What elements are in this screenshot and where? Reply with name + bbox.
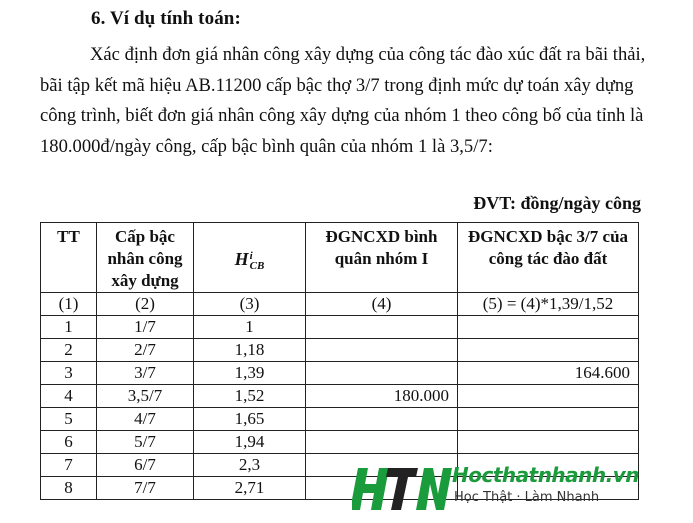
table-header-row: [41, 223, 639, 293]
table-cell: 1/7: [97, 316, 194, 339]
table-cell: [458, 339, 639, 362]
paragraph-line: bãi tập kết mã hiệu AB.11200 cấp bậc thợ 3/7 trong định mức dự toán xây dựng: [40, 74, 634, 96]
table-cell: 4/7: [97, 408, 194, 431]
header-cap-bac: [97, 223, 194, 293]
table-cell: 2/7: [97, 339, 194, 362]
table-cell: [458, 431, 639, 454]
table-cell: 1: [41, 316, 97, 339]
table-cell: 5: [41, 408, 97, 431]
header-line: nhân công: [107, 249, 183, 268]
table-cell: 1,39: [194, 362, 306, 385]
table-cell: [306, 339, 458, 362]
header-line: ĐGNCXD bậc 3/7 của: [467, 227, 629, 246]
given-value-cell: 180.000: [306, 385, 458, 408]
logo-site-name: Hocthatnhanh.vn: [452, 463, 640, 487]
header-tt: TT: [41, 223, 97, 293]
table-cell: 8: [41, 477, 97, 500]
table-cell: 1,65: [194, 408, 306, 431]
table-row: [41, 385, 639, 408]
index-row: [41, 293, 639, 316]
table-cell: 3,5/7: [97, 385, 194, 408]
table-row: [41, 339, 639, 362]
table-cell: 1: [194, 316, 306, 339]
header-line: ĐGNCXD bình: [325, 227, 438, 246]
table-cell: 5/7: [97, 431, 194, 454]
table-cell: 7: [41, 454, 97, 477]
header-line: xây dựng: [111, 271, 179, 290]
htn-logo-icon: [352, 464, 452, 514]
header-line: quân nhóm I: [334, 249, 429, 268]
table-cell: (4): [306, 293, 458, 316]
problem-paragraph: [40, 40, 652, 162]
unit-label: ĐVT: đồng/ngày công: [473, 193, 641, 213]
calculation-table: [40, 222, 639, 500]
table-row: [41, 408, 639, 431]
table-cell: 3/7: [97, 362, 194, 385]
result-cell: 164.600: [458, 362, 639, 385]
table-cell: 1,94: [194, 431, 306, 454]
table-cell: 7/7: [97, 477, 194, 500]
table-cell: [306, 431, 458, 454]
paragraph-line: công trình, biết đơn giá nhân công xây dựng của nhóm 1 theo công bố của tỉnh là: [40, 105, 644, 126]
table-cell: 3: [41, 362, 97, 385]
table-cell: [306, 316, 458, 339]
table-row: [41, 362, 639, 385]
table-cell: 6: [41, 431, 97, 454]
table-cell: 4: [41, 385, 97, 408]
watermark-logo: [352, 462, 652, 522]
section-heading: 6. Ví dụ tính toán:: [91, 8, 241, 29]
h-main: H: [234, 249, 249, 269]
table-row: [41, 431, 639, 454]
header-dgncxd-binh-quan: [306, 223, 458, 293]
table-cell: 1,52: [194, 385, 306, 408]
table-cell: 2,71: [194, 477, 306, 500]
table-cell: 1,18: [194, 339, 306, 362]
table-row: [41, 316, 639, 339]
h-sub: CB: [249, 259, 265, 272]
table-cell: (5) = (4)*1,39/1,52: [458, 293, 639, 316]
table-cell: 2: [41, 339, 97, 362]
header-line: Cấp bậc: [115, 227, 175, 246]
table-cell: (3): [194, 293, 306, 316]
table-cell: 6/7: [97, 454, 194, 477]
table-cell: (2): [97, 293, 194, 316]
table-cell: (1): [41, 293, 97, 316]
table-cell: [458, 385, 639, 408]
table-cell: 2,3: [194, 454, 306, 477]
table-cell: [458, 316, 639, 339]
logo-slogan: Học Thật · Làm Nhanh: [454, 490, 600, 505]
table-cell: [306, 362, 458, 385]
paragraph-line: 180.000đ/ngày công, cấp bậc bình quân của nhóm 1 là 3,5/7:: [40, 135, 493, 157]
header-line: công tác đào đất: [488, 249, 608, 268]
header-h-cb: [194, 223, 306, 293]
table-cell: [458, 408, 639, 431]
header-dgncxd-bac: [458, 223, 639, 293]
paragraph-line: Xác định đơn giá nhân công xây dựng của công tác đào xúc đất ra bãi thải,: [90, 44, 646, 65]
table-cell: [306, 408, 458, 431]
h-sup: i: [249, 249, 253, 262]
h-cb-symbol: [235, 248, 265, 271]
